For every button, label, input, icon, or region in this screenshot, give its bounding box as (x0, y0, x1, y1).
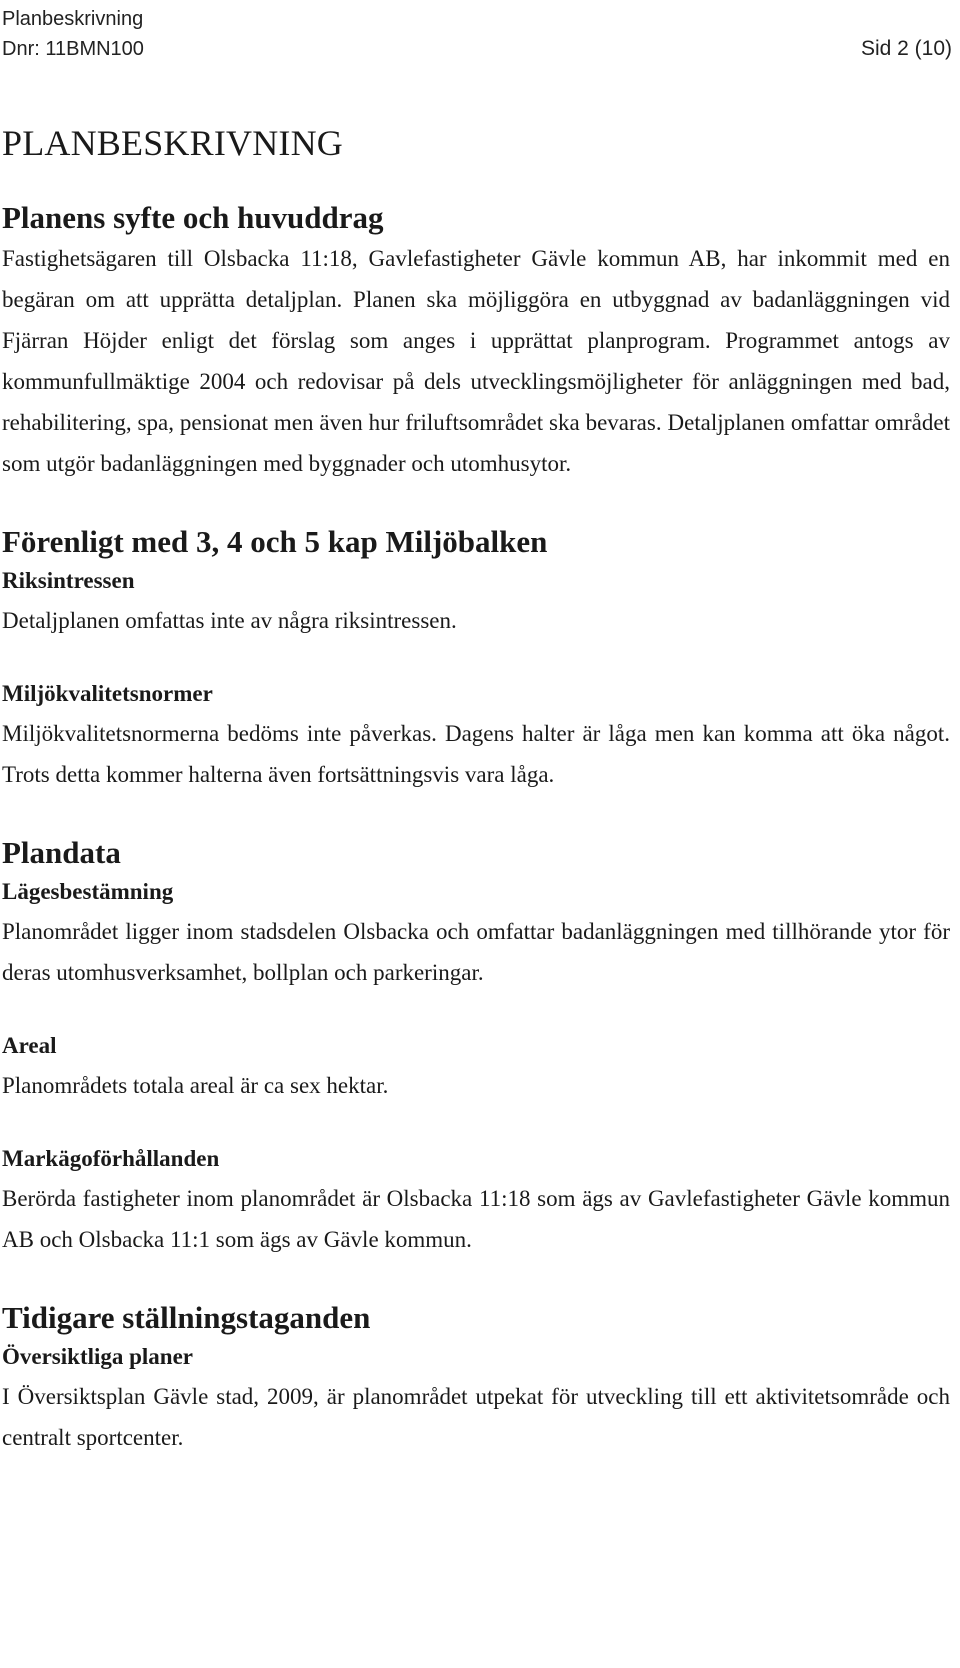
page-number: Sid 2 (10) (860, 37, 952, 60)
page-header (2, 4, 952, 64)
section-heading-syfte: Planens syfte och huvuddrag (2, 200, 384, 235)
subheading-markagoforhallanden: Markägoförhållanden (2, 1146, 220, 1171)
paragraph-syfte: Fastighetsägaren till Olsbacka 11:18, Gavlefastigheter Gävle kommun AB, har inkommit med en begäran om att upprätta detaljplan. Planen ska möjliggöra en utbyggnad av badanläggningen vid Fjärran Höjder enligt det förslag som anges i upprättat planprogram. Programmet antogs av kommunfullmäktige 2004 och redovisar på dels utvecklingsmöjligheter för anläggningen med bad, rehabilitering, spa, pensionat men även hur friluftsområdet ska bevaras. Detaljplanen omfattar området som utgör badanläggningen med byggnader och utomhusytor. (2, 246, 950, 476)
subheading-riksintressen: Riksintressen (2, 568, 135, 593)
subheading-areal: Areal (2, 1033, 57, 1058)
document-title: PLANBESKRIVNING (2, 123, 344, 163)
document-body (2, 120, 950, 1458)
paragraph-areal: Planområdets totala areal är ca sex hektar. (2, 1073, 389, 1098)
subheading-oversiktliga-planer: Översiktliga planer (2, 1344, 194, 1369)
section-heading-tidigare: Tidigare ställningstaganden (2, 1300, 371, 1335)
paragraph-markagoforhallanden: Berörda fastigheter inom planområdet är Olsbacka 11:18 som ägs av Gavlefastigheter Gävle kommun AB och Olsbacka 11:1 som ägs av Gävle kommun. (2, 1186, 950, 1252)
document-name: Planbeskrivning (2, 8, 144, 30)
paragraph-miljokvalitetsnormer: Miljökvalitetsnormerna bedöms inte påverkas. Dagens halter är låga men kan komma att öka något. Trots detta kommer halterna även fortsättningsvis vara låga. (2, 721, 950, 787)
paragraph-oversiktliga-planer: I Översiktsplan Gävle stad, 2009, är planområdet utpekat för utveckling till ett aktivitetsområde och centralt sportcenter. (2, 1384, 950, 1450)
subheading-miljokvalitetsnormer: Miljökvalitetsnormer (2, 681, 213, 706)
section-heading-miljobalken: Förenligt med 3, 4 och 5 kap Miljöbalken (2, 524, 548, 559)
section-heading-plandata: Plandata (2, 835, 121, 870)
subheading-lagesbestamning: Lägesbestämning (2, 879, 174, 904)
diary-number: Dnr: 11BMN100 (2, 38, 144, 60)
paragraph-lagesbestamning: Planområdet ligger inom stadsdelen Olsbacka och omfattar badanläggningen med tillhörande ytor för deras utomhusverksamhet, bollplan och parkeringar. (2, 919, 950, 985)
paragraph-riksintressen: Detaljplanen omfattas inte av några riksintressen. (2, 608, 457, 633)
